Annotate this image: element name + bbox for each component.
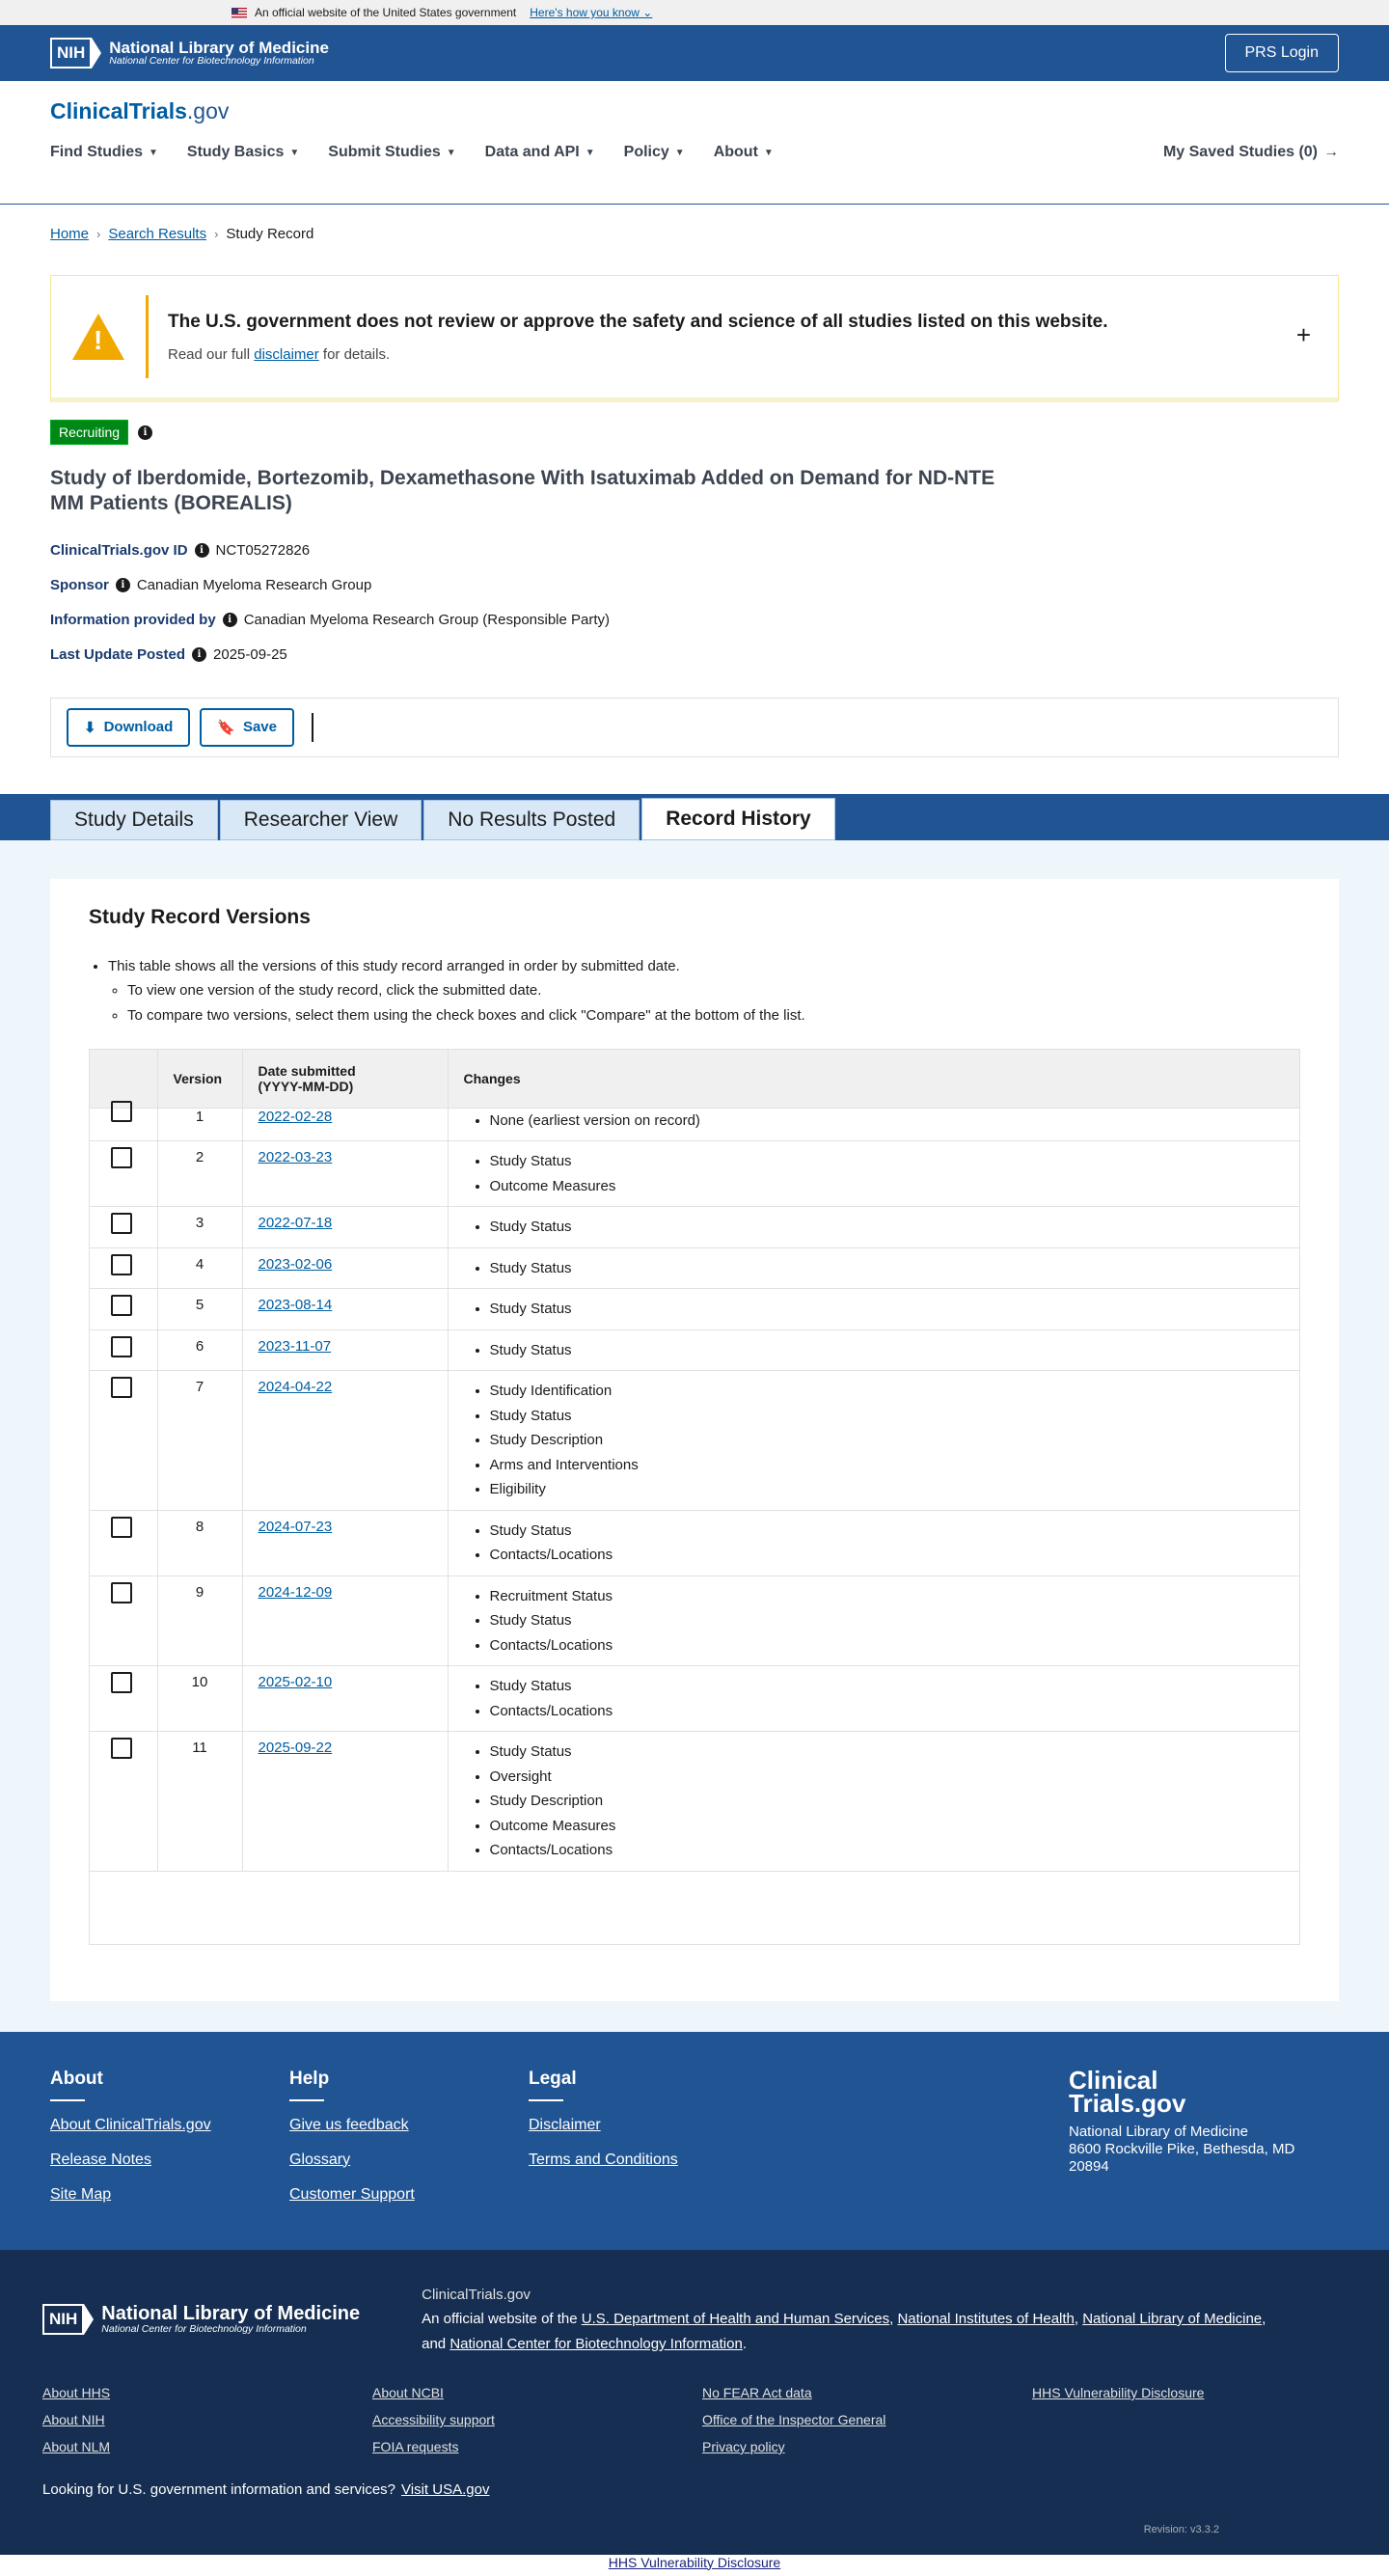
version-number: 8: [157, 1510, 242, 1576]
download-button[interactable]: ⬇ Download: [67, 708, 190, 747]
table-row: [90, 1666, 1299, 1732]
version-checkbox[interactable]: [111, 1517, 132, 1538]
change-item: • Study Description: [490, 1428, 1285, 1453]
changes-cell: [448, 1108, 1299, 1141]
note-item: ◦ To compare two versions, select them using the check boxes and click "Compare" at the bottom of the list.: [127, 1003, 1300, 1028]
info-provided-label: Information provided by: [50, 611, 216, 628]
footer-link[interactable]: Release Notes: [50, 2151, 151, 2168]
warning-icon: !: [72, 314, 124, 360]
date-cell: [242, 1108, 448, 1141]
site-header: [0, 81, 1389, 205]
change-item: • Study Identification: [490, 1379, 1285, 1404]
version-number: 7: [157, 1371, 242, 1511]
main-nav: [50, 144, 1339, 161]
table-row: [90, 1576, 1299, 1666]
us-flag-icon: [232, 8, 247, 18]
version-checkbox[interactable]: [111, 1254, 132, 1275]
nav-study-basics[interactable]: Study Basics ▼: [186, 144, 300, 160]
nih-header: [0, 25, 1389, 81]
footer-link[interactable]: About HHS: [42, 2385, 111, 2400]
version-date-link[interactable]: 2025-09-22: [258, 1740, 333, 1756]
arrow-right-icon: →: [1323, 144, 1339, 160]
footer-link[interactable]: Disclaimer: [529, 2116, 601, 2133]
version-number: 1: [157, 1108, 242, 1141]
change-item: • Contacts/Locations: [490, 1633, 1285, 1658]
ncbi-link[interactable]: National Center for Biotechnology Information: [449, 2335, 743, 2352]
table-row: [90, 1141, 1299, 1207]
footer-link[interactable]: Privacy policy: [702, 2439, 785, 2454]
table-row: [90, 1371, 1299, 1511]
clinicaltrials-logo[interactable]: ClinicalTrials.gov: [50, 98, 230, 123]
info-icon[interactable]: i: [192, 647, 206, 662]
changes-cell: [448, 1329, 1299, 1371]
footer-help-heading: Help: [289, 2069, 529, 2101]
nih-footer-logo[interactable]: [42, 2283, 360, 2357]
date-cell: [242, 1510, 448, 1576]
change-item: • Oversight: [490, 1765, 1285, 1790]
version-date-link[interactable]: 2023-08-14: [258, 1297, 333, 1313]
footer-site-name: ClinicalTrials.gov: [422, 2286, 531, 2303]
change-item: • Study Status: [490, 1674, 1285, 1699]
version-number: 10: [157, 1666, 242, 1732]
version-number: 3: [157, 1207, 242, 1248]
select-cell: [90, 1732, 157, 1871]
date-cell: [242, 1329, 448, 1371]
tab-study-details[interactable]: Study Details: [50, 800, 218, 840]
last-update-label: Last Update Posted: [50, 645, 186, 663]
version-number: 4: [157, 1247, 242, 1289]
chevron-down-icon: ▼: [585, 147, 595, 158]
footer-link[interactable]: No FEAR Act data: [702, 2385, 812, 2400]
footer-address: [1069, 2065, 1339, 2223]
footer-link[interactable]: About NIH: [42, 2412, 105, 2427]
date-cell: [242, 1576, 448, 1666]
info-icon[interactable]: i: [116, 578, 130, 592]
sponsor-label: Sponsor: [50, 576, 109, 593]
footer-link[interactable]: Glossary: [289, 2151, 351, 2168]
version-checkbox[interactable]: [111, 1582, 132, 1603]
table-row: [90, 1329, 1299, 1371]
action-bar: [50, 698, 1339, 757]
breadcrumb: [0, 205, 1389, 263]
version-date-link[interactable]: 2025-02-10: [258, 1674, 333, 1690]
date-cell: [242, 1141, 448, 1207]
select-cell: [90, 1329, 157, 1371]
heres-how-you-know-link[interactable]: Here's how you know ⌄: [530, 6, 653, 19]
footer-about-heading: About: [50, 2069, 289, 2101]
footer-link[interactable]: HHS Vulnerability Disclosure: [1032, 2385, 1205, 2400]
address-line: National Library of Medicine: [1069, 2123, 1248, 2140]
info-icon[interactable]: i: [195, 543, 209, 558]
version-date-link[interactable]: 2022-07-18: [258, 1215, 333, 1231]
change-item: • Arms and Interventions: [490, 1453, 1285, 1478]
version-number: 9: [157, 1576, 242, 1666]
nih-abbr: NIH: [42, 2304, 84, 2335]
usa-gov-link[interactable]: Visit USA.gov: [401, 2481, 490, 2498]
bottom-link-bar: [0, 2555, 1389, 2576]
versions-panel: [50, 879, 1339, 2001]
footer-ct-logo[interactable]: Clinical Trials.gov: [1069, 2065, 1186, 2119]
version-date-link[interactable]: 2024-07-23: [258, 1518, 333, 1535]
footer-link[interactable]: Site Map: [50, 2185, 112, 2203]
disclaimer-link[interactable]: disclaimer: [254, 345, 319, 363]
status-badge: Recruiting: [50, 420, 128, 445]
version-number: 2: [157, 1141, 242, 1207]
date-cell: [242, 1289, 448, 1330]
version-date-link[interactable]: 2023-02-06: [258, 1255, 333, 1273]
changes-cell: [448, 1732, 1299, 1871]
tab-researcher-view[interactable]: Researcher View: [220, 800, 422, 840]
info-icon[interactable]: i: [223, 613, 237, 627]
change-item: • Contacts/Locations: [490, 1543, 1285, 1568]
version-checkbox[interactable]: [111, 1336, 132, 1357]
last-update-value: 2025-09-25: [213, 645, 287, 663]
footer-link[interactable]: FOIA requests: [372, 2439, 459, 2454]
gov-banner-text: An official website of the United States government: [255, 6, 517, 19]
date-cell: [242, 1247, 448, 1289]
chevron-down-icon: ▼: [289, 147, 300, 158]
changes-cell: [448, 1141, 1299, 1207]
save-button[interactable]: 🔖 Save: [200, 708, 294, 747]
select-cell: [90, 1141, 157, 1207]
versions-table: [89, 1049, 1300, 1945]
version-date-link[interactable]: 2022-03-23: [258, 1149, 333, 1165]
table-row: [90, 1247, 1299, 1289]
footer-links-grid: [42, 2385, 1347, 2454]
changes-cell: [448, 1247, 1299, 1289]
change-item: • Study Status: [490, 1149, 1285, 1174]
version-checkbox[interactable]: [111, 1738, 132, 1759]
footer-link[interactable]: About NLM: [42, 2439, 111, 2454]
version-number: 6: [157, 1329, 242, 1371]
alert-text: Read our full disclaimer for details.: [168, 345, 391, 363]
study-title: Study of Iberdomide, Bortezomib, Dexamethasone With Isatuximab Added on Demand for ND-NTE MM Patients (BOREALIS): [50, 467, 995, 515]
chevron-down-icon: ▼: [763, 147, 774, 158]
changes-cell: [448, 1666, 1299, 1732]
versions-heading: Study Record Versions: [89, 905, 311, 928]
nav-submit-studies[interactable]: Submit Studies ▼: [328, 144, 456, 160]
change-item: • Outcome Measures: [490, 1174, 1285, 1199]
table-row: [90, 1732, 1299, 1871]
nlm-link[interactable]: National Library of Medicine: [1082, 2311, 1263, 2327]
change-item: • Recruitment Status: [490, 1584, 1285, 1609]
footer-description: ClinicalTrials.gov An official website of the U.S. Department of Health and Human Services, National Institutes of Health, National Library of Medicine, and National Center for Biotechnology Information.: [422, 2283, 1266, 2357]
change-item: • Study Status: [490, 1215, 1285, 1240]
version-date-link[interactable]: 2024-04-22: [258, 1379, 333, 1395]
nav-find-studies[interactable]: Find Studies ▼: [50, 144, 158, 160]
select-cell: [90, 1108, 157, 1141]
version-checkbox[interactable]: [111, 1101, 132, 1122]
tab-bar: [0, 794, 1389, 840]
expand-plus-icon[interactable]: +: [1295, 320, 1311, 349]
footer-link[interactable]: About NCBI: [372, 2385, 444, 2400]
select-cell: [90, 1576, 157, 1666]
footer-link[interactable]: Office of the Inspector General: [702, 2412, 886, 2427]
select-cell: [90, 1371, 157, 1511]
tab-record-history[interactable]: Record History: [641, 798, 835, 840]
change-item: • Study Status: [490, 1740, 1285, 1765]
chevron-right-icon: ›: [96, 227, 101, 241]
date-cell: [242, 1207, 448, 1248]
alert-divider: [146, 295, 149, 378]
download-icon: ⬇: [84, 719, 96, 736]
changes-cell: [448, 1510, 1299, 1576]
chevron-down-icon: ▼: [446, 147, 456, 158]
footer-link[interactable]: Customer Support: [289, 2185, 415, 2203]
change-item: • Contacts/Locations: [490, 1838, 1285, 1863]
change-item: • None (earliest version on record): [490, 1109, 1285, 1134]
table-row: [90, 1207, 1299, 1248]
change-item: • Outcome Measures: [490, 1814, 1285, 1839]
site-footer: [0, 2032, 1389, 2250]
nih-title: National Library of Medicine: [101, 2302, 361, 2324]
chevron-down-icon: ▼: [674, 147, 685, 158]
address-line: 8600 Rockville Pike, Bethesda, MD 20894: [1069, 2140, 1295, 2175]
disclaimer-alert: [50, 275, 1339, 402]
info-provided-value: Canadian Myeloma Research Group (Responsible Party): [243, 611, 611, 628]
footer-link[interactable]: About ClinicalTrials.gov: [50, 2116, 211, 2133]
breadcrumb-current: Study Record: [226, 226, 314, 242]
note-item: ◦ To view one version of the study record, click the submitted date.: [127, 978, 1300, 1003]
revision-text: Revision: v3.3.2: [1143, 2523, 1219, 2535]
hhs-link[interactable]: U.S. Department of Health and Human Services: [581, 2311, 890, 2327]
nih-abbr: NIH: [50, 38, 92, 69]
date-cell: [242, 1371, 448, 1511]
version-checkbox[interactable]: [111, 1377, 132, 1398]
version-number: 11: [157, 1732, 242, 1871]
table-row: [90, 1108, 1299, 1141]
changes-header: Changes: [448, 1050, 1299, 1108]
table-row: [90, 1289, 1299, 1330]
changes-cell: [448, 1289, 1299, 1330]
select-cell: [90, 1510, 157, 1576]
my-saved-studies-link[interactable]: My Saved Studies (0) →: [1162, 144, 1339, 160]
study-meta: [50, 542, 1339, 663]
divider: [312, 713, 313, 742]
change-item: • Eligibility: [490, 1477, 1285, 1502]
change-item: • Study Status: [490, 1519, 1285, 1544]
chevron-down-icon: ▼: [149, 147, 158, 158]
version-checkbox[interactable]: [111, 1295, 132, 1316]
study-id: NCT05272826: [215, 541, 311, 559]
change-item: • Study Status: [490, 1608, 1285, 1633]
footer-legal-heading: Legal: [529, 2069, 768, 2101]
status-row: [50, 420, 1339, 445]
tab-content: [0, 840, 1389, 2032]
footer-link[interactable]: Give us feedback: [289, 2116, 409, 2133]
prs-login-button[interactable]: PRS Login: [1225, 34, 1340, 72]
id-label: ClinicalTrials.gov ID: [50, 541, 188, 559]
table-footer: [90, 1871, 1299, 1944]
change-item: • Study Description: [490, 1789, 1285, 1814]
versions-notes: [108, 954, 1300, 1028]
alert-heading: The U.S. government does not review or approve the safety and science of all studies listed on this website.: [168, 311, 1108, 332]
version-date-link[interactable]: 2023-11-07: [258, 1337, 332, 1355]
sponsor-value: Canadian Myeloma Research Group: [136, 576, 372, 593]
nih-subtitle: National Center for Biotechnology Information: [101, 2322, 307, 2335]
version-checkbox[interactable]: [111, 1213, 132, 1234]
version-date-link[interactable]: 2022-02-28: [258, 1108, 333, 1125]
select-cell: [90, 1666, 157, 1732]
nih-link[interactable]: National Institutes of Health: [897, 2311, 1075, 2327]
nih-subtitle: National Center for Biotechnology Information: [109, 55, 314, 68]
info-icon[interactable]: i: [138, 425, 152, 440]
bookmark-icon: 🔖: [217, 719, 235, 736]
select-cell: [90, 1289, 157, 1330]
tab-no-results-posted[interactable]: No Results Posted: [423, 800, 640, 840]
version-checkbox[interactable]: [111, 1147, 132, 1168]
changes-cell: [448, 1207, 1299, 1248]
changes-cell: [448, 1576, 1299, 1666]
nav-about[interactable]: About ▼: [713, 144, 774, 160]
nih-title: National Library of Medicine: [109, 38, 329, 57]
version-checkbox[interactable]: [111, 1672, 132, 1693]
nih-logo[interactable]: [50, 38, 329, 69]
date-header: Date submitted (YYYY-MM-DD): [242, 1050, 448, 1108]
changes-cell: [448, 1371, 1299, 1511]
footer-link[interactable]: Terms and Conditions: [529, 2151, 678, 2168]
breadcrumb-search-results[interactable]: Search Results: [108, 226, 207, 242]
change-item: • Study Status: [490, 1338, 1285, 1363]
nav-policy[interactable]: Policy ▼: [623, 144, 685, 160]
select-cell: [90, 1207, 157, 1248]
nav-data-api[interactable]: Data and API ▼: [484, 144, 595, 160]
change-item: • Study Status: [490, 1256, 1285, 1281]
breadcrumb-home[interactable]: Home: [50, 226, 90, 242]
select-cell: [90, 1247, 157, 1289]
hhs-vulnerability-link[interactable]: HHS Vulnerability Disclosure: [608, 2554, 781, 2570]
select-header: [90, 1050, 157, 1108]
version-date-link[interactable]: 2024-12-09: [258, 1583, 333, 1601]
date-cell: [242, 1732, 448, 1871]
date-cell: [242, 1666, 448, 1732]
usa-gov-line: Looking for U.S. government information and services? Visit USA.gov: [42, 2481, 490, 2498]
change-item: • Study Status: [490, 1297, 1285, 1322]
chevron-right-icon: ›: [214, 227, 219, 241]
version-header: Version: [157, 1050, 242, 1108]
table-row: [90, 1510, 1299, 1576]
gov-banner: [0, 0, 1389, 25]
change-item: • Study Status: [490, 1404, 1285, 1429]
note-item: • This table shows all the versions of this study record arranged in order by submitted date.: [108, 954, 1300, 979]
change-item: • Contacts/Locations: [490, 1699, 1285, 1724]
footer-link[interactable]: Accessibility support: [372, 2412, 495, 2427]
nlm-footer: [0, 2250, 1389, 2555]
version-number: 5: [157, 1289, 242, 1330]
